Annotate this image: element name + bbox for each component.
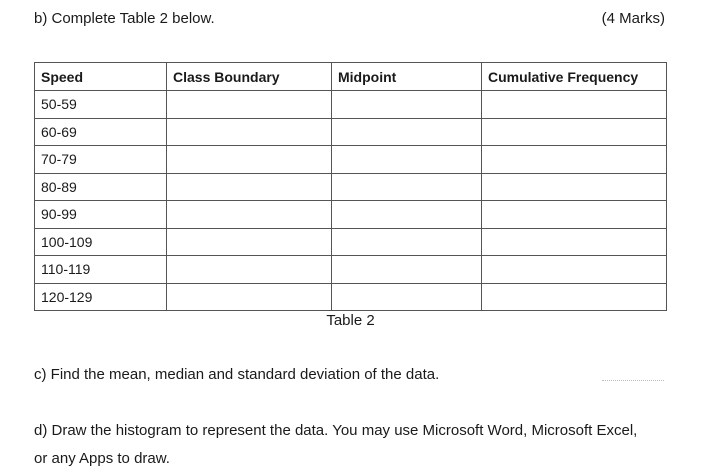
midpoint-cell[interactable] (332, 173, 482, 201)
scan-artifact (602, 380, 664, 382)
table-row (35, 201, 667, 229)
table-caption: Table 2 (326, 312, 375, 329)
speed-cell: 110-119 (35, 256, 167, 284)
midpoint-cell[interactable] (332, 201, 482, 229)
speed-cell: 80-89 (35, 173, 167, 201)
table-row (35, 146, 667, 174)
class-boundary-cell[interactable] (167, 146, 332, 174)
table-caption-wrapper (0, 312, 707, 329)
question-b-text: b) Complete Table 2 below. (34, 10, 215, 27)
midpoint-cell[interactable] (332, 118, 482, 146)
class-boundary-cell[interactable] (167, 118, 332, 146)
header-cumulative-frequency: Cumulative Frequency (482, 63, 667, 91)
table-row (35, 173, 667, 201)
question-d-line-1: d) Draw the histogram to represent the data. You may use Microsoft Word, Microsoft Excel, (34, 422, 638, 439)
cumulative-frequency-cell[interactable] (482, 146, 667, 174)
midpoint-cell[interactable] (332, 283, 482, 311)
class-boundary-cell[interactable] (167, 256, 332, 284)
speed-cell: 90-99 (35, 201, 167, 229)
midpoint-cell[interactable] (332, 256, 482, 284)
question-d (34, 417, 674, 473)
cumulative-frequency-cell[interactable] (482, 91, 667, 119)
class-boundary-cell[interactable] (167, 201, 332, 229)
question-d-line-2: or any Apps to draw. (34, 450, 170, 467)
header-class-boundary: Class Boundary (167, 63, 332, 91)
cumulative-frequency-cell[interactable] (482, 118, 667, 146)
question-c-text: c) Find the mean, median and standard deviation of the data. (34, 366, 440, 383)
cumulative-frequency-cell[interactable] (482, 256, 667, 284)
speed-cell: 120-129 (35, 283, 167, 311)
midpoint-cell[interactable] (332, 146, 482, 174)
cumulative-frequency-cell[interactable] (482, 173, 667, 201)
speed-cell: 50-59 (35, 91, 167, 119)
cumulative-frequency-cell[interactable] (482, 228, 667, 256)
class-boundary-cell[interactable] (167, 91, 332, 119)
header-midpoint: Midpoint (332, 63, 482, 91)
class-boundary-cell[interactable] (167, 173, 332, 201)
speed-cell: 70-79 (35, 146, 167, 174)
midpoint-cell[interactable] (332, 91, 482, 119)
marks-label: (4 Marks) (601, 10, 665, 27)
table-row (35, 118, 667, 146)
table-row (35, 91, 667, 119)
speed-cell: 60-69 (35, 118, 167, 146)
table-row (35, 283, 667, 311)
class-boundary-cell[interactable] (167, 283, 332, 311)
midpoint-cell[interactable] (332, 228, 482, 256)
table-header-row (35, 63, 667, 91)
speed-cell: 100-109 (35, 228, 167, 256)
table-2 (34, 62, 667, 311)
table-row (35, 228, 667, 256)
header-speed: Speed (35, 63, 167, 91)
table-row (35, 256, 667, 284)
cumulative-frequency-cell[interactable] (482, 283, 667, 311)
class-boundary-cell[interactable] (167, 228, 332, 256)
cumulative-frequency-cell[interactable] (482, 201, 667, 229)
